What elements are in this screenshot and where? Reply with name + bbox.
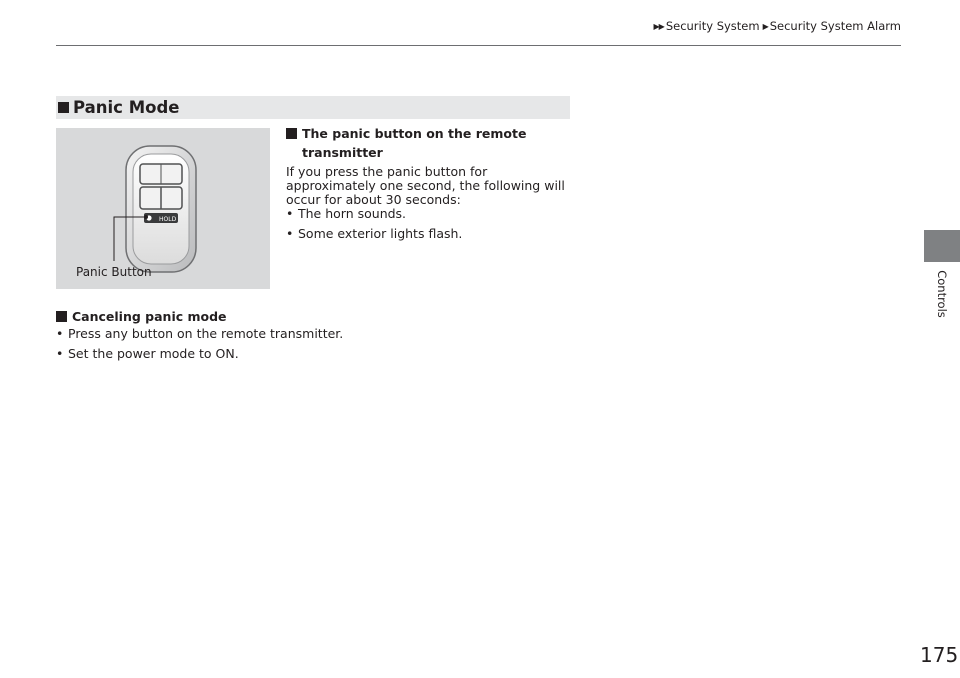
square-bullet-icon <box>58 102 69 113</box>
triangle-right-icon: ▶ <box>762 21 768 31</box>
paragraph-line: If you press the panic button for <box>286 164 488 179</box>
square-bullet-icon <box>286 128 297 139</box>
side-tab-text: Controls <box>935 270 949 318</box>
subsection-panic-button <box>286 124 586 241</box>
subsection-title <box>286 124 586 162</box>
page-number: 175 <box>920 643 959 667</box>
list-item-text: Set the power mode to ON. <box>68 346 239 361</box>
list-item <box>56 327 556 341</box>
paragraph-line: approximately one second, the following will <box>286 178 565 193</box>
breadcrumb-item-security-system-alarm: Security System Alarm <box>769 19 901 33</box>
panic-button-callout: Panic Button <box>76 265 152 279</box>
subsection-title-line2: transmitter <box>302 145 383 160</box>
header-divider <box>56 45 901 46</box>
breadcrumb-item-security-system: Security System <box>665 19 760 33</box>
list-item <box>286 227 586 241</box>
square-bullet-icon <box>56 311 67 322</box>
list-item <box>286 207 586 221</box>
side-tab-label <box>918 256 960 332</box>
bullet-icon: • <box>56 326 64 341</box>
subsection-title-line1: The panic button on the remote <box>302 126 527 141</box>
breadcrumb <box>654 19 902 33</box>
remote-transmitter-figure <box>56 128 270 289</box>
bullet-icon: • <box>56 346 64 361</box>
svg-text:HOLD: HOLD <box>159 216 177 223</box>
subsection-title-text: Canceling panic mode <box>72 309 227 324</box>
section-title: Panic Mode <box>73 98 180 117</box>
subsection-title <box>56 307 556 326</box>
list-item-text: The horn sounds. <box>298 206 407 221</box>
triangle-right-icon: ▶▶ <box>653 21 664 31</box>
subsection-canceling <box>56 307 556 361</box>
paragraph-line: occur for about 30 seconds: <box>286 192 461 207</box>
section-header <box>56 96 570 119</box>
list-item-text: Some exterior lights flash. <box>298 226 463 241</box>
paragraph <box>286 165 586 207</box>
list-item-text: Press any button on the remote transmitter. <box>68 326 344 341</box>
list-item <box>56 347 556 361</box>
bullet-icon: • <box>286 206 294 221</box>
bullet-icon: • <box>286 226 294 241</box>
